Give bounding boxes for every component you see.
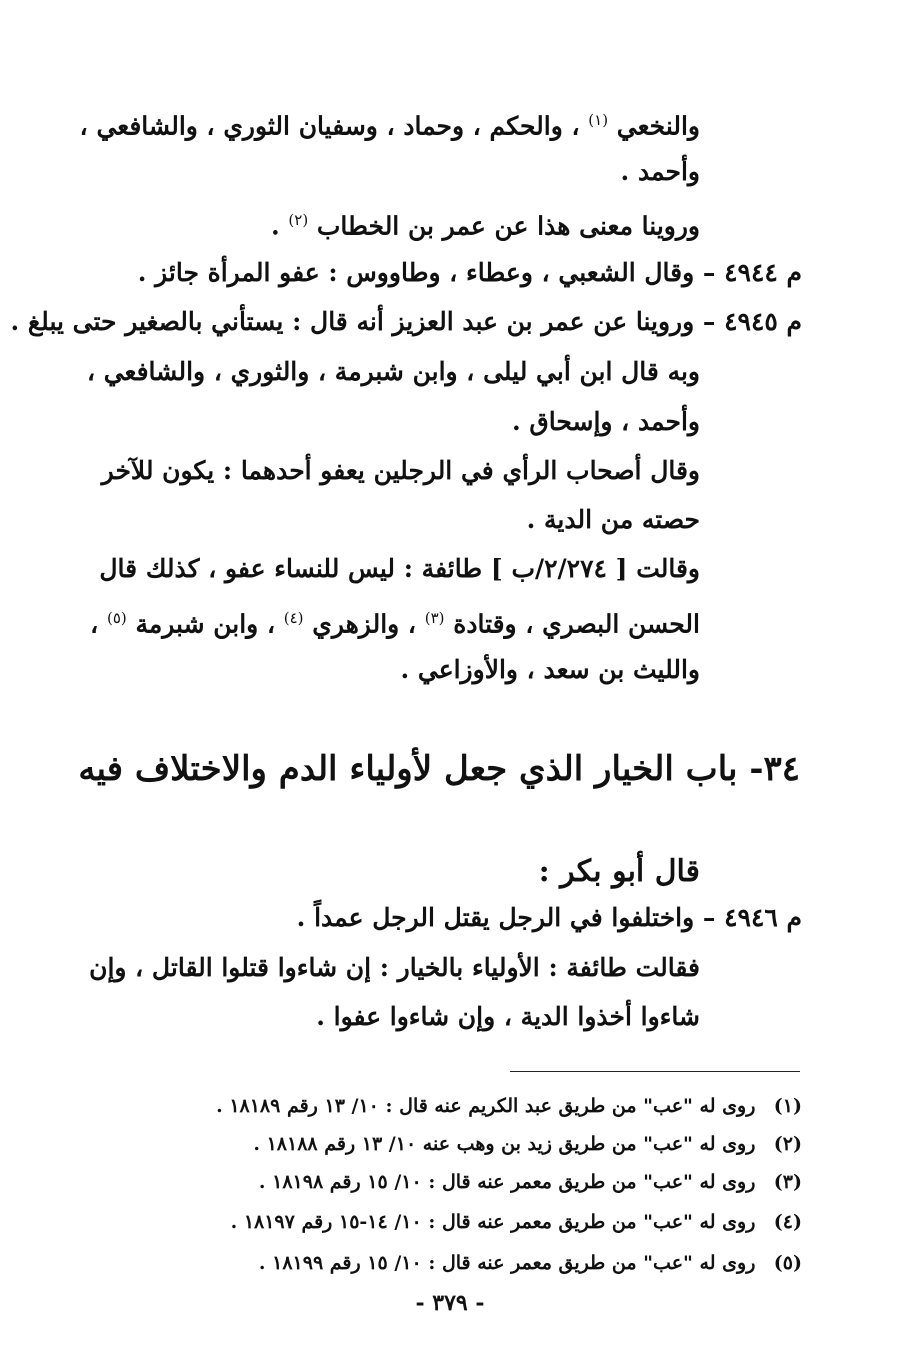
text-line <box>80 100 700 146</box>
numbered-paragraph: م ٤٩٤٦ – واختلفوا في الرجل يقتل الرجل عمداً . <box>296 903 802 932</box>
text-span: وروينا معنى هذا عن عمر بن الخطاب <box>316 211 700 241</box>
text-span: . <box>270 211 280 241</box>
text-line: وقالت [ ٢/٢٧٤/ب ] طائفة : ليس للنساء عفو ، كذلك قال <box>99 554 700 583</box>
footnote-divider <box>510 1071 800 1072</box>
chapter-heading: ٣٤- باب الخيار الذي جعل لأولياء الدم والاختلاف فيه <box>78 749 800 789</box>
text-span: ، والزهري <box>312 609 416 639</box>
numbered-paragraph: م ٤٩٤٤ – وقال الشعبي ، وعطاء ، وطاووس : عفو المرأة جائز . <box>137 258 802 287</box>
text-line: والليث بن سعد ، والأوزاعي . <box>400 655 700 684</box>
text-line <box>90 598 700 644</box>
footnote-text: روى له "عب" من طريق معمر عنه قال : ١٠/ ١٤-١٥ رقم ١٨١٩٧ . <box>230 1211 756 1233</box>
text-line: وأحمد . <box>620 157 700 186</box>
footnote-ref: (٥) <box>106 609 127 627</box>
footnote <box>259 1248 802 1278</box>
footnote-number: (١) <box>773 1095 802 1117</box>
footnote-ref: (٢) <box>288 211 309 229</box>
footnote-ref: (٣) <box>424 609 445 627</box>
text-span: ، <box>90 609 99 639</box>
text-line: وقال أصحاب الرأي في الرجلين يعفو أحدهما : يكون للآخر <box>101 456 700 485</box>
text-line: وأحمد ، وإسحاق . <box>511 407 700 436</box>
text-line: وبه قال ابن أبي ليلى ، وابن شبرمة ، والثوري ، والشافعي ، <box>86 357 700 386</box>
footnote <box>253 1129 802 1159</box>
footnote-number: (٣) <box>773 1171 802 1193</box>
text-span: ، وابن شبرمة <box>135 609 276 639</box>
section-subheading: قال أبو بكر : <box>538 854 700 889</box>
page-number: - ٣٧٩ - <box>415 1290 485 1316</box>
text-line <box>271 200 700 246</box>
text-line: شاءوا أخذوا الدية ، وإن شاءوا عفوا . <box>316 1002 700 1031</box>
footnote-ref: (١) <box>588 111 609 129</box>
footnote-number: (٢) <box>773 1133 802 1155</box>
text-line: فقالت طائفة : الأولياء بالخيار : إن شاءوا قتلوا القاتل ، وإن <box>89 953 700 982</box>
footnote <box>231 1207 802 1237</box>
text-span: والنخعي <box>616 111 700 141</box>
numbered-paragraph: م ٤٩٤٥ – وروينا عن عمر بن عبد العزيز أنه قال : يستأني بالصغير حتى يبلغ . <box>10 307 802 336</box>
footnote-number: (٥) <box>773 1252 802 1274</box>
text-span: الحسن البصري ، وقتادة <box>453 609 700 639</box>
footnote-ref: (٤) <box>283 609 304 627</box>
footnote-number: (٤) <box>773 1211 802 1233</box>
footnote-text: روى له "عب" من طريق معمر عنه قال : ١٠/ ١٥ رقم ١٨١٩٩ . <box>258 1252 756 1274</box>
footnote-text: روى له "عب" من طريق زيد بن وهب عنه ١٠/ ١٣ رقم ١٨١٨٨ . <box>253 1133 756 1155</box>
footnote <box>216 1091 802 1121</box>
footnote-text: روى له "عب" من طريق معمر عنه قال : ١٠/ ١٥ رقم ١٨١٩٨ . <box>258 1171 756 1193</box>
footnote <box>259 1167 802 1197</box>
text-span: ، والحكم ، وحماد ، وسفيان الثوري ، والشافعي ، <box>79 111 580 141</box>
text-line: حصته من الدية . <box>526 505 700 534</box>
footnote-text: روى له "عب" من طريق عبد الكريم عنه قال : ١٠/ ١٣ رقم ١٨١٨٩ . <box>216 1095 756 1117</box>
